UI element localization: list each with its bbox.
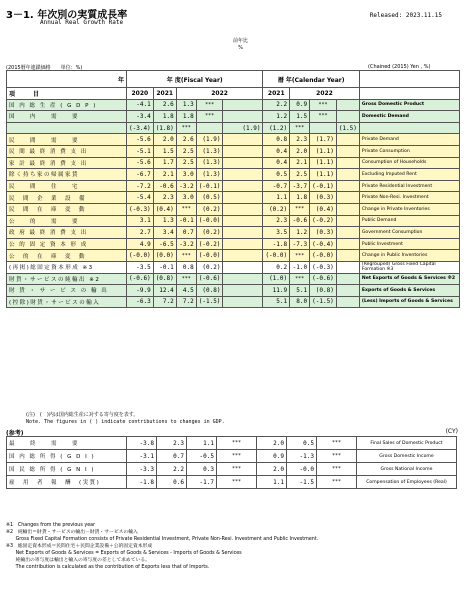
value-cell: *** bbox=[310, 111, 337, 123]
value-cell: (1.7) bbox=[310, 134, 337, 146]
table-row bbox=[7, 203, 460, 215]
value-cell bbox=[223, 215, 263, 227]
row-desc: Private Demand bbox=[359, 134, 459, 146]
ref-value-cell: -1.8 bbox=[127, 476, 157, 489]
table-row bbox=[7, 227, 460, 239]
ref-value-cell: 2.3 bbox=[157, 437, 187, 450]
reference-row bbox=[7, 450, 457, 463]
reference-row bbox=[7, 463, 457, 476]
table-row bbox=[7, 250, 460, 262]
value-cell: (0.8) bbox=[153, 273, 176, 285]
ref-label: 最 終 需 要 bbox=[7, 437, 127, 450]
value-cell: (1.9) bbox=[223, 122, 263, 134]
ref-desc: Final Sales of Domestic Product bbox=[357, 437, 457, 450]
value-cell: 2.0 bbox=[153, 134, 176, 146]
row-label: 国 内 需 要 bbox=[7, 111, 127, 123]
table-row bbox=[7, 215, 460, 227]
ref-label: 雇 用 者 報 酬 (実質) bbox=[7, 476, 127, 489]
ref-value-cell: -1.3 bbox=[287, 450, 317, 463]
value-cell: -3.2 bbox=[176, 238, 196, 250]
chained-label: (Chained (2015) Yen , %) bbox=[368, 64, 431, 70]
value-cell: (0.3) bbox=[310, 227, 337, 239]
value-cell: 2.3 bbox=[290, 134, 310, 146]
value-cell: 0.7 bbox=[176, 227, 196, 239]
value-cell: 0.5 bbox=[263, 169, 290, 181]
ref-value-cell: 2.0 bbox=[257, 463, 287, 476]
value-cell bbox=[223, 145, 263, 157]
value-cell: 2.3 bbox=[263, 215, 290, 227]
row-desc: Public Demand bbox=[359, 215, 459, 227]
value-cell bbox=[223, 203, 263, 215]
footnote-line: Gross Fixed Capital Formation consists of Private Residential Investment, Private Non-Resi. Investment and Public Investment. bbox=[6, 537, 319, 542]
ref-label: 国 民 総 所 得 ( G N I ) bbox=[7, 463, 127, 476]
header-calendar-year: 暦 年(Calendar Year) bbox=[263, 71, 359, 88]
value-cell: 1.8 bbox=[176, 111, 196, 123]
value-cell: 2.5 bbox=[176, 157, 196, 169]
value-cell bbox=[223, 169, 263, 181]
table-row bbox=[7, 192, 460, 204]
ref-desc: Gross Domestic Income bbox=[357, 450, 457, 463]
value-cell bbox=[223, 227, 263, 239]
value-cell: *** bbox=[290, 203, 310, 215]
value-cell: *** bbox=[290, 122, 310, 134]
row-label: 民 間 企 業 設 備 bbox=[7, 192, 127, 204]
value-cell: 7.2 bbox=[153, 296, 176, 308]
ref-label: 国 内 総 所 得 ( G D I ) bbox=[7, 450, 127, 463]
value-cell bbox=[223, 111, 263, 123]
value-cell: 3.4 bbox=[153, 227, 176, 239]
value-cell: (1.0) bbox=[263, 273, 290, 285]
value-cell: 2.5 bbox=[290, 169, 310, 181]
footnote-line: ※1 Changes from the previous year bbox=[6, 523, 96, 528]
ref-value-cell: *** bbox=[217, 476, 257, 489]
ref-value-cell: *** bbox=[317, 450, 357, 463]
row-desc: Government Consumption bbox=[359, 227, 459, 239]
ref-value-cell: 0.5 bbox=[287, 437, 317, 450]
contrib-note-en: Note. The figures in ( ) indicate contributions to changes in GDP. bbox=[26, 419, 225, 425]
value-cell: -0.1 bbox=[153, 261, 176, 273]
fy-year-2020: 2020 bbox=[127, 88, 154, 100]
row-label: 公 的 固 定 資 本 形 成 bbox=[7, 238, 127, 250]
value-cell bbox=[336, 261, 359, 273]
value-cell: 1.8 bbox=[290, 192, 310, 204]
value-cell: 1.8 bbox=[153, 111, 176, 123]
value-cell: *** bbox=[176, 273, 196, 285]
value-cell: (-0.6) bbox=[196, 273, 223, 285]
value-cell: -6.5 bbox=[153, 238, 176, 250]
value-cell: -0.6 bbox=[290, 215, 310, 227]
value-cell: 2.1 bbox=[290, 157, 310, 169]
row-label: 公 的 在 庫 変 動 bbox=[7, 250, 127, 262]
value-cell: 1.7 bbox=[153, 157, 176, 169]
value-cell: 3.5 bbox=[263, 227, 290, 239]
value-cell: (0.0) bbox=[153, 250, 176, 262]
row-label: 民 間 住 宅 bbox=[7, 180, 127, 192]
ref-value-cell: -3.3 bbox=[127, 463, 157, 476]
table-row bbox=[7, 111, 460, 123]
value-cell: *** bbox=[290, 250, 310, 262]
value-cell bbox=[336, 99, 359, 111]
value-cell: (-1.5) bbox=[310, 296, 337, 308]
table-row bbox=[7, 122, 460, 134]
fy-year-2022: 2022 bbox=[176, 88, 263, 100]
value-cell: 7.2 bbox=[176, 296, 196, 308]
value-cell: 11.9 bbox=[263, 285, 290, 297]
row-label: 財貨・サービスの純輸出 ※2 bbox=[7, 273, 127, 285]
value-cell bbox=[223, 238, 263, 250]
value-cell: *** bbox=[196, 111, 223, 123]
row-label bbox=[7, 122, 127, 134]
value-cell bbox=[336, 296, 359, 308]
value-cell: (1.3) bbox=[196, 145, 223, 157]
table-row bbox=[7, 296, 460, 308]
value-cell: (-1.5) bbox=[196, 296, 223, 308]
value-cell: 1.5 bbox=[153, 145, 176, 157]
value-cell: 0.2 bbox=[263, 261, 290, 273]
cy-label: (CY) bbox=[445, 428, 458, 435]
row-desc: Consumption of Households bbox=[359, 157, 459, 169]
value-cell: (0.8) bbox=[196, 285, 223, 297]
value-cell: 1.3 bbox=[153, 215, 176, 227]
value-cell: (1.3) bbox=[196, 169, 223, 181]
ref-value-cell: -0.0 bbox=[287, 463, 317, 476]
value-cell: -5.6 bbox=[127, 134, 154, 146]
value-cell: 0.9 bbox=[290, 99, 310, 111]
row-label: 国 内 総 生 産 ( G D P ) bbox=[7, 99, 127, 111]
value-cell bbox=[336, 111, 359, 123]
footnote-line: 純輸出の寄与度は輸出と輸入の寄与度の差として求めている。 bbox=[6, 558, 150, 563]
row-label: 民 間 在 庫 変 動 bbox=[7, 203, 127, 215]
value-cell: 2.3 bbox=[153, 192, 176, 204]
value-cell: (0.2) bbox=[263, 203, 290, 215]
value-cell: (0.3) bbox=[310, 192, 337, 204]
value-cell bbox=[223, 285, 263, 297]
table-row bbox=[7, 99, 460, 111]
row-desc: Exports of Goods & Services bbox=[359, 285, 459, 297]
value-cell: (0.2) bbox=[196, 227, 223, 239]
value-cell bbox=[336, 180, 359, 192]
value-cell: 3.1 bbox=[127, 215, 154, 227]
value-cell: (-0.3) bbox=[310, 261, 337, 273]
table-row bbox=[7, 169, 460, 181]
value-cell: (-0.1) bbox=[196, 180, 223, 192]
value-cell: 0.8 bbox=[263, 134, 290, 146]
value-cell bbox=[336, 134, 359, 146]
ref-value-cell: 0.9 bbox=[257, 450, 287, 463]
value-cell: 1.2 bbox=[290, 227, 310, 239]
table-row bbox=[7, 285, 460, 297]
reference-row bbox=[7, 437, 457, 450]
value-cell bbox=[336, 169, 359, 181]
row-desc: Change in Public Inventories bbox=[359, 250, 459, 262]
value-cell bbox=[223, 250, 263, 262]
value-cell: (1.8) bbox=[153, 122, 176, 134]
value-cell: -7.2 bbox=[127, 180, 154, 192]
row-desc: Public Investment bbox=[359, 238, 459, 250]
value-cell: *** bbox=[176, 122, 196, 134]
value-cell: (1.1) bbox=[310, 145, 337, 157]
value-cell bbox=[336, 238, 359, 250]
ref-value-cell: *** bbox=[317, 476, 357, 489]
row-desc: (Less) Imports of Goods & Services bbox=[359, 296, 459, 308]
value-cell: -5.4 bbox=[127, 192, 154, 204]
value-cell: (-0.2) bbox=[310, 215, 337, 227]
value-cell bbox=[336, 250, 359, 262]
ref-value-cell: 1.1 bbox=[187, 437, 217, 450]
ref-desc: Gross National Income bbox=[357, 463, 457, 476]
ref-value-cell: 1.1 bbox=[257, 476, 287, 489]
page-title: 3－1. 年次別の実質成長率 bbox=[6, 10, 128, 21]
value-cell: (-0.0) bbox=[196, 250, 223, 262]
cy-year-2022: 2022 bbox=[290, 88, 360, 100]
table-row bbox=[7, 180, 460, 192]
reference-label: (参考) bbox=[6, 430, 24, 437]
value-cell: 2.6 bbox=[176, 134, 196, 146]
reference-row bbox=[7, 476, 457, 489]
value-cell: -3.5 bbox=[127, 261, 154, 273]
value-cell bbox=[336, 203, 359, 215]
ref-value-cell: *** bbox=[217, 463, 257, 476]
header-row bbox=[7, 71, 460, 88]
row-label: 民 間 最 終 消 費 支 出 bbox=[7, 145, 127, 157]
value-cell: -6.7 bbox=[127, 169, 154, 181]
value-cell bbox=[223, 261, 263, 273]
value-cell: *** bbox=[176, 250, 196, 262]
value-cell: 12.4 bbox=[153, 285, 176, 297]
value-cell: *** bbox=[310, 99, 337, 111]
value-cell: -4.1 bbox=[127, 99, 154, 111]
value-cell: (-0.0) bbox=[263, 250, 290, 262]
value-cell: *** bbox=[290, 273, 310, 285]
value-cell: -3.7 bbox=[290, 180, 310, 192]
header-fiscal-year: 年 度(Fiscal Year) bbox=[127, 71, 263, 88]
value-cell: 5.1 bbox=[290, 285, 310, 297]
row-desc: Change in Private Inventories bbox=[359, 203, 459, 215]
ref-value-cell: 2.2 bbox=[157, 463, 187, 476]
value-cell: 0.8 bbox=[176, 261, 196, 273]
prev-year-label: 前年比 % bbox=[233, 38, 249, 51]
release-date: Released: 2023.11.15 bbox=[369, 12, 442, 19]
value-cell: -5.6 bbox=[127, 157, 154, 169]
value-cell bbox=[223, 296, 263, 308]
value-cell: -7.3 bbox=[290, 238, 310, 250]
row-desc: Private Residential Investment bbox=[359, 180, 459, 192]
value-cell bbox=[223, 157, 263, 169]
value-cell: (0.4) bbox=[153, 203, 176, 215]
value-cell bbox=[196, 122, 223, 134]
value-cell: (0.2) bbox=[196, 203, 223, 215]
value-cell: (-0.0) bbox=[196, 215, 223, 227]
value-cell: -1.8 bbox=[263, 238, 290, 250]
row-desc: Private Non-Resi. Investment bbox=[359, 192, 459, 204]
value-cell bbox=[223, 192, 263, 204]
table-row bbox=[7, 145, 460, 157]
page-subtitle: Annual Real Growth Rate bbox=[40, 19, 124, 26]
value-cell: (-0.1) bbox=[310, 180, 337, 192]
value-cell: (0.8) bbox=[310, 285, 337, 297]
ref-value-cell: 2.0 bbox=[257, 437, 287, 450]
value-cell: 1.3 bbox=[176, 99, 196, 111]
ref-desc: Compensation of Employees (Real) bbox=[357, 476, 457, 489]
footnote-line: Net Exports of Goods & Services = Exports of Goods & Services - Imports of Goods & Services bbox=[6, 551, 242, 556]
value-cell bbox=[336, 192, 359, 204]
row-desc: Net Exports of Goods & Services ※2 bbox=[359, 273, 459, 285]
value-cell: (0.5) bbox=[196, 192, 223, 204]
value-cell: (1.3) bbox=[196, 157, 223, 169]
value-cell: (1.2) bbox=[263, 122, 290, 134]
value-cell bbox=[336, 227, 359, 239]
footnote-line: ※3 総固定資本形成＝民間住宅＋民間企業設備＋公的固定資本形成 bbox=[6, 544, 153, 549]
value-cell: -5.1 bbox=[127, 145, 154, 157]
value-cell: 4.9 bbox=[127, 238, 154, 250]
value-cell: (0.4) bbox=[310, 203, 337, 215]
ref-value-cell: *** bbox=[217, 437, 257, 450]
value-cell: 3.0 bbox=[176, 169, 196, 181]
value-cell: (-0.4) bbox=[310, 238, 337, 250]
row-label: 民 間 需 要 bbox=[7, 134, 127, 146]
header-blank bbox=[359, 71, 459, 88]
ref-value-cell: -1.7 bbox=[187, 476, 217, 489]
value-cell: -0.7 bbox=[263, 180, 290, 192]
row-desc: Domestic Demand bbox=[359, 111, 459, 123]
value-cell: (1.5) bbox=[336, 122, 359, 134]
ref-value-cell: -0.5 bbox=[187, 450, 217, 463]
value-cell: (-0.0) bbox=[310, 250, 337, 262]
row-label: (再掲)総固定資本形成 ※3 bbox=[7, 261, 127, 273]
value-cell: *** bbox=[176, 203, 196, 215]
value-cell: 1.5 bbox=[290, 111, 310, 123]
value-cell: (1.1) bbox=[310, 169, 337, 181]
reference-table-body bbox=[7, 437, 457, 489]
value-cell: 4.5 bbox=[176, 285, 196, 297]
value-cell: (1.9) bbox=[196, 134, 223, 146]
row-desc bbox=[359, 122, 459, 134]
value-cell: *** bbox=[196, 99, 223, 111]
value-cell: (-0.3) bbox=[127, 203, 154, 215]
header-year-item: 年 bbox=[7, 71, 127, 88]
ref-value-cell: *** bbox=[217, 450, 257, 463]
units-label: (2015暦年連鎖価格 単位：%) bbox=[6, 65, 83, 71]
ref-value-cell: 0.3 bbox=[187, 463, 217, 476]
footnote-line: ※2 純輸出＝財貨・サービスの輸出－財貨・サービスの輸入 bbox=[6, 530, 138, 535]
table-row bbox=[7, 238, 460, 250]
value-cell: (-0.2) bbox=[196, 238, 223, 250]
value-cell bbox=[336, 285, 359, 297]
value-cell: -0.1 bbox=[176, 215, 196, 227]
ref-value-cell: *** bbox=[317, 463, 357, 476]
value-cell: 3.0 bbox=[176, 192, 196, 204]
table-row bbox=[7, 273, 460, 285]
growth-table-body bbox=[7, 71, 460, 308]
table-row bbox=[7, 157, 460, 169]
value-cell: 2.6 bbox=[153, 99, 176, 111]
ref-value-cell: -3.8 bbox=[127, 437, 157, 450]
row-label: 家 計 最 終 消 費 支 出 bbox=[7, 157, 127, 169]
row-label: 政 府 最 終 消 費 支 出 bbox=[7, 227, 127, 239]
value-cell: 1.1 bbox=[263, 192, 290, 204]
value-cell bbox=[223, 134, 263, 146]
value-cell: (-3.4) bbox=[127, 122, 154, 134]
value-cell bbox=[223, 273, 263, 285]
row-desc: (Regrouped) Gross Fixed Capital Formation ※3 bbox=[359, 261, 459, 273]
contrib-note-ja: (注) ( )内は国内総生産に対する寄与度を表す。 bbox=[26, 412, 139, 418]
value-cell: 2.7 bbox=[127, 227, 154, 239]
value-cell: 1.2 bbox=[263, 111, 290, 123]
value-cell: 0.4 bbox=[263, 145, 290, 157]
row-label: 公 的 需 要 bbox=[7, 215, 127, 227]
row-label: 除く持ち家の帰属家賃 bbox=[7, 169, 127, 181]
row-desc: Private Consumption bbox=[359, 145, 459, 157]
value-cell bbox=[336, 215, 359, 227]
value-cell bbox=[336, 273, 359, 285]
cy-year-2021: 2021 bbox=[263, 88, 290, 100]
value-cell bbox=[336, 145, 359, 157]
header-blank-2 bbox=[359, 88, 459, 100]
fy-year-2021: 2021 bbox=[153, 88, 176, 100]
ref-value-cell: *** bbox=[317, 437, 357, 450]
value-cell bbox=[223, 99, 263, 111]
value-cell: (0.2) bbox=[196, 261, 223, 273]
value-cell bbox=[223, 180, 263, 192]
footnote-line: The contribution is calculated as the contribution of Exports less that of Imports. bbox=[6, 565, 210, 570]
ref-value-cell: 0.7 bbox=[157, 450, 187, 463]
value-cell: (-0.0) bbox=[127, 250, 154, 262]
value-cell: (-0.6) bbox=[127, 273, 154, 285]
ref-value-cell: -3.1 bbox=[127, 450, 157, 463]
value-cell: 2.2 bbox=[263, 99, 290, 111]
value-cell: 0.4 bbox=[263, 157, 290, 169]
header-item: 項 目 bbox=[7, 88, 127, 100]
value-cell: -6.3 bbox=[127, 296, 154, 308]
table-row bbox=[7, 261, 460, 273]
row-label: 財 貨 ・ サ ー ビ ス の 輸 出 bbox=[7, 285, 127, 297]
row-desc: Gross Domestic Product bbox=[359, 99, 459, 111]
table-row bbox=[7, 134, 460, 146]
value-cell: -1.0 bbox=[290, 261, 310, 273]
value-cell: 8.0 bbox=[290, 296, 310, 308]
value-cell: -3.2 bbox=[176, 180, 196, 192]
value-cell: 2.5 bbox=[176, 145, 196, 157]
value-cell: (-0.6) bbox=[310, 273, 337, 285]
value-cell: 5.1 bbox=[263, 296, 290, 308]
value-cell bbox=[310, 122, 337, 134]
growth-table bbox=[6, 70, 460, 308]
row-desc: Excluding Imputed Rent bbox=[359, 169, 459, 181]
ref-value-cell: 0.6 bbox=[157, 476, 187, 489]
header-years-row bbox=[7, 88, 460, 100]
value-cell: (1.1) bbox=[310, 157, 337, 169]
value-cell: 2.1 bbox=[153, 169, 176, 181]
row-label: (控除)財貨・サービスの輸入 bbox=[7, 296, 127, 308]
value-cell: -0.6 bbox=[153, 180, 176, 192]
ref-value-cell: -1.5 bbox=[287, 476, 317, 489]
value-cell bbox=[336, 157, 359, 169]
value-cell: 2.0 bbox=[290, 145, 310, 157]
value-cell: -9.9 bbox=[127, 285, 154, 297]
value-cell: -3.4 bbox=[127, 111, 154, 123]
reference-table bbox=[6, 436, 457, 489]
